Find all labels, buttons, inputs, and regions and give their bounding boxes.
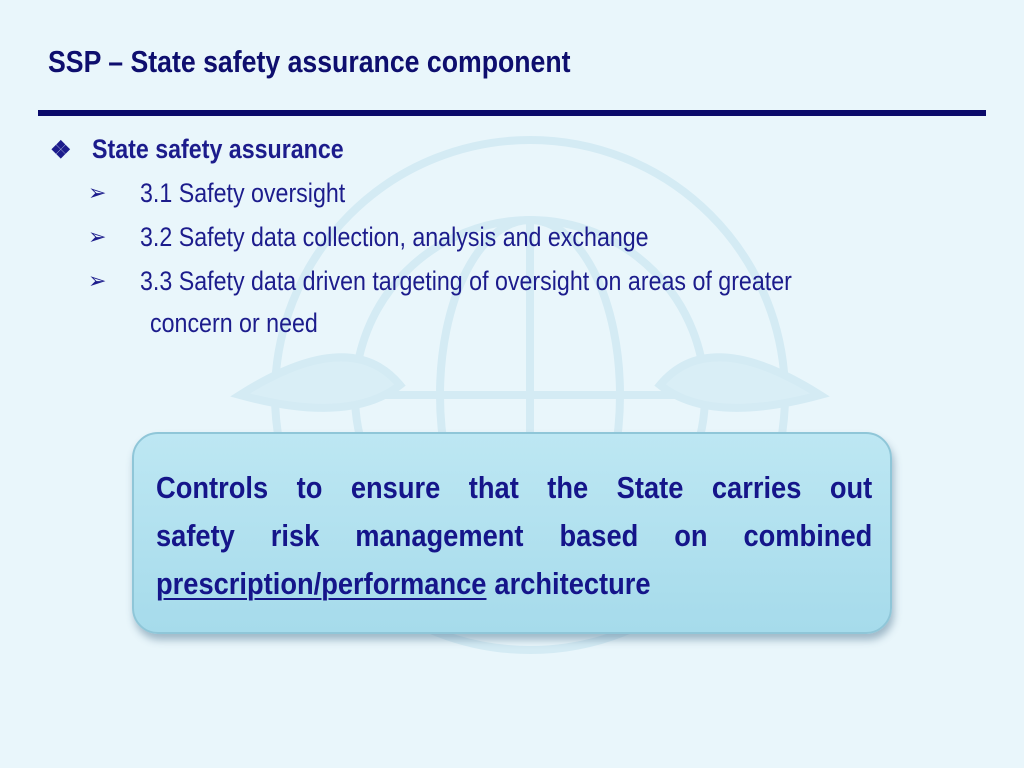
list-item: [48, 216, 988, 260]
word: Controls: [156, 470, 269, 505]
list-item-continuation: concern or need: [150, 308, 318, 338]
word: the: [547, 470, 589, 505]
title-divider: [38, 110, 986, 116]
word: that: [468, 470, 519, 505]
word: out: [829, 470, 873, 505]
word: ensure: [350, 470, 441, 505]
arrowhead-bullet-icon: ➢: [88, 224, 107, 249]
list-item-text: 3.2 Safety data collection, analysis and exchange: [140, 222, 649, 252]
word: risk: [270, 518, 320, 553]
list-item-text: 3.1 Safety oversight: [140, 178, 346, 208]
callout-line-1: [156, 464, 872, 512]
list-item-text: 3.3 Safety data driven targeting of oversight on areas of greater: [140, 266, 792, 296]
callout-line-3: [156, 560, 872, 608]
list-item: [48, 172, 988, 216]
word: based: [559, 518, 639, 553]
four-diamond-bullet-icon: ❖: [50, 137, 72, 164]
heading-text: State safety assurance: [92, 134, 344, 164]
word: to: [296, 470, 323, 505]
word: on: [674, 518, 708, 553]
underlined-term: prescription/performance: [156, 566, 487, 601]
word: State: [616, 470, 684, 505]
word: safety: [156, 518, 235, 553]
callout-text: [156, 464, 872, 608]
slide-title: SSP – State safety assurance component: [48, 44, 571, 79]
list-item: [48, 260, 988, 346]
bullet-list: [48, 134, 988, 346]
arrowhead-bullet-icon: ➢: [88, 180, 107, 205]
heading-bullet: [48, 134, 988, 172]
word: carries: [711, 470, 802, 505]
arrowhead-bullet-icon: ➢: [88, 268, 107, 293]
word: architecture: [494, 566, 651, 601]
word: combined: [743, 518, 873, 553]
callout-line-2: [156, 512, 872, 560]
definition-callout: [132, 432, 892, 634]
word: management: [355, 518, 524, 553]
